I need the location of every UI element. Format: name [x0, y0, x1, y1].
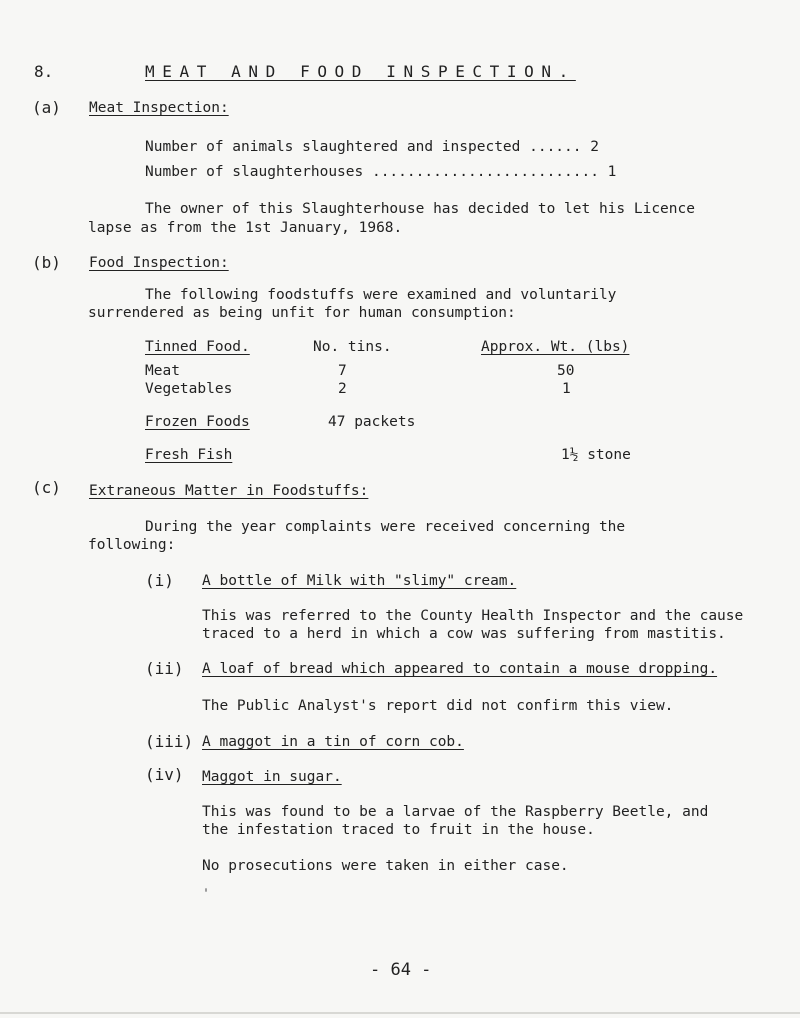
col-header-no-tins: No. tins. [313, 339, 392, 355]
page-footer-number: - 64 - [370, 960, 432, 980]
item-iv-marker: (iv) [145, 765, 184, 784]
licence-para-line2: lapse as from the 1st January, 1968. [88, 220, 403, 236]
item-ii-title: A loaf of bread which appeared to contain a mouse dropping. [202, 661, 718, 677]
item-iii-marker: (iii) [145, 732, 194, 751]
col-header-tinned-food: Tinned Food. [145, 339, 250, 355]
col-header-weight: Approx. Wt. (lbs) [481, 339, 630, 355]
section-b-marker: (b) [32, 253, 61, 272]
closing-statement: No prosecutions were taken in either case. [202, 858, 569, 874]
row-veg-tins: 2 [338, 381, 347, 397]
extraneous-intro-line1: During the year complaints were received concerning the [145, 519, 626, 535]
item-iv-title: Maggot in sugar. [202, 769, 342, 785]
item-i-note-line1: This was referred to the County Health Inspector and the cause [202, 608, 744, 624]
row-meat-weight: 50 [557, 363, 575, 379]
section-c-marker: (c) [32, 478, 61, 497]
page-edge-line [0, 1012, 800, 1014]
frozen-foods-value: 47 packets [328, 414, 416, 430]
row-veg-item: Vegetables [145, 381, 233, 397]
food-para-line2: surrendered as being unfit for human consumption: [88, 305, 516, 321]
animals-slaughtered-line: Number of animals slaughtered and inspected ...... 2 [145, 139, 599, 155]
licence-para-line1: The owner of this Slaughterhouse has decided to let his Licence [145, 201, 695, 217]
item-i-note-line2: traced to a herd in which a cow was suffering from mastitis. [202, 626, 726, 642]
item-iv-note-line1: This was found to be a larvae of the Raspberry Beetle, and [202, 804, 709, 820]
food-para-line1: The following foodstuffs were examined and voluntarily [145, 287, 617, 303]
extraneous-intro-line2: following: [88, 537, 176, 553]
section-a-marker: (a) [32, 98, 61, 117]
scan-speck [205, 888, 207, 892]
slaughterhouses-line: Number of slaughterhouses .......................... 1 [145, 164, 617, 180]
fresh-fish-label: Fresh Fish [145, 447, 233, 463]
page-title: MEAT AND FOOD INSPECTION. [145, 62, 576, 81]
row-meat-tins: 7 [338, 363, 347, 379]
fresh-fish-value: 1½ stone [561, 447, 631, 463]
item-ii-note-line1: The Public Analyst's report did not confirm this view. [202, 698, 674, 714]
meat-inspection-heading: Meat Inspection: [89, 100, 229, 116]
row-veg-weight: 1 [562, 381, 571, 397]
frozen-foods-label: Frozen Foods [145, 414, 250, 430]
extraneous-heading: Extraneous Matter in Foodstuffs: [89, 483, 369, 499]
page-number: 8. [34, 62, 54, 81]
item-iv-note-line2: the infestation traced to fruit in the house. [202, 822, 595, 838]
row-meat-item: Meat [145, 363, 180, 379]
item-i-title: A bottle of Milk with "slimy" cream. [202, 573, 517, 589]
item-iii-title: A maggot in a tin of corn cob. [202, 734, 464, 750]
food-inspection-heading: Food Inspection: [89, 255, 229, 271]
item-ii-marker: (ii) [145, 659, 184, 678]
item-i-marker: (i) [145, 571, 174, 590]
